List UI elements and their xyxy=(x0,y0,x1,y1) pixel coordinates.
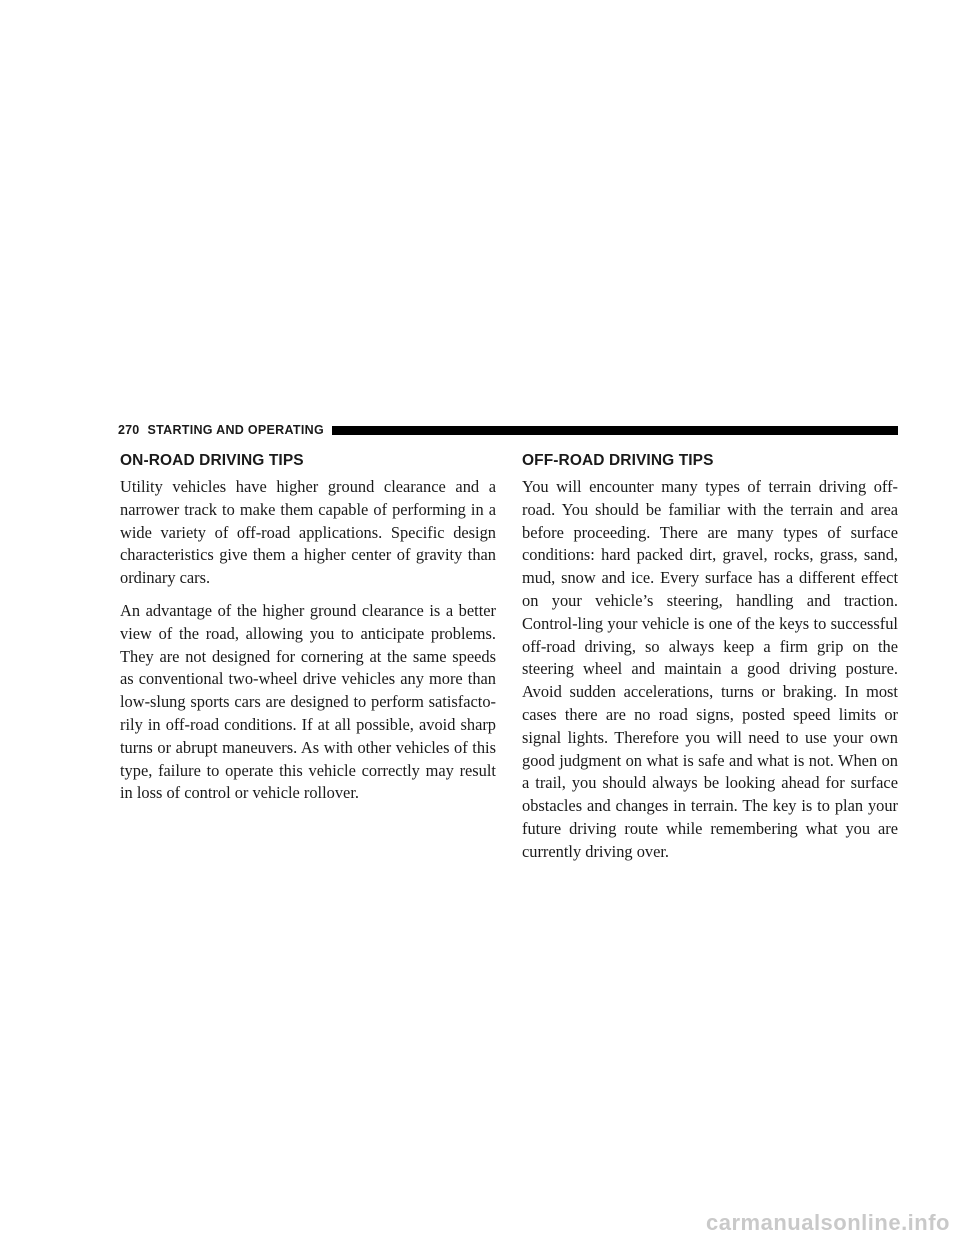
watermark: carmanualsonline.info xyxy=(706,1210,950,1235)
on-road-heading: ON-ROAD DRIVING TIPS xyxy=(120,452,304,469)
on-road-paragraph-1: Utility vehicles have higher ground clearance and a narrower track to make them capable of performing in a wide variety of off-road applications. Specific design characteristics give them a higher center of gravity than ordinary cars. xyxy=(120,477,496,588)
section-title: STARTING AND OPERATING xyxy=(147,423,324,437)
page-header xyxy=(118,422,898,438)
left-column xyxy=(120,451,496,815)
off-road-paragraph-1: You will encounter many types of terrain driving off-road. You should be familiar with the terrain and area before proceeding. There are many types of surface conditions: hard packed dirt, gravel, rocks, grass, sand, mud, snow and ice. Every surface has a different effect on your vehicle’s steering, handling and traction. Control-ling your vehicle is one of the keys to successful off-road driving, so always keep a firm grip on the steering wheel and maintain a good driving posture. Avoid sudden accelerations, turns or braking. In most cases there are no road signs, posted speed limits or signal lights. Therefore you will need to use your own good judgment on what is safe and what is not. When on a trail, you should always be looking ahead for surface obstacles and changes in terrain. The key is to plan your future driving route while remembering what you are currently driving over. xyxy=(522,477,898,861)
off-road-heading: OFF-ROAD DRIVING TIPS xyxy=(522,452,714,469)
page-number: 270 xyxy=(118,423,140,437)
on-road-paragraph-2: An advantage of the higher ground clearance is a better view of the road, allowing you to anticipate problems. They are not designed for cornering at the same speeds as conventional two-wheel drive vehicles any more than low-slung sports cars are designed to perform satisfacto-rily in off-road conditions. If at all possible, avoid sharp turns or abrupt maneuvers. As with other vehicles of this type, failure to operate this vehicle correctly may result in loss of control or vehicle rollover. xyxy=(120,600,496,803)
header-rule xyxy=(332,426,898,435)
right-column xyxy=(522,451,898,874)
